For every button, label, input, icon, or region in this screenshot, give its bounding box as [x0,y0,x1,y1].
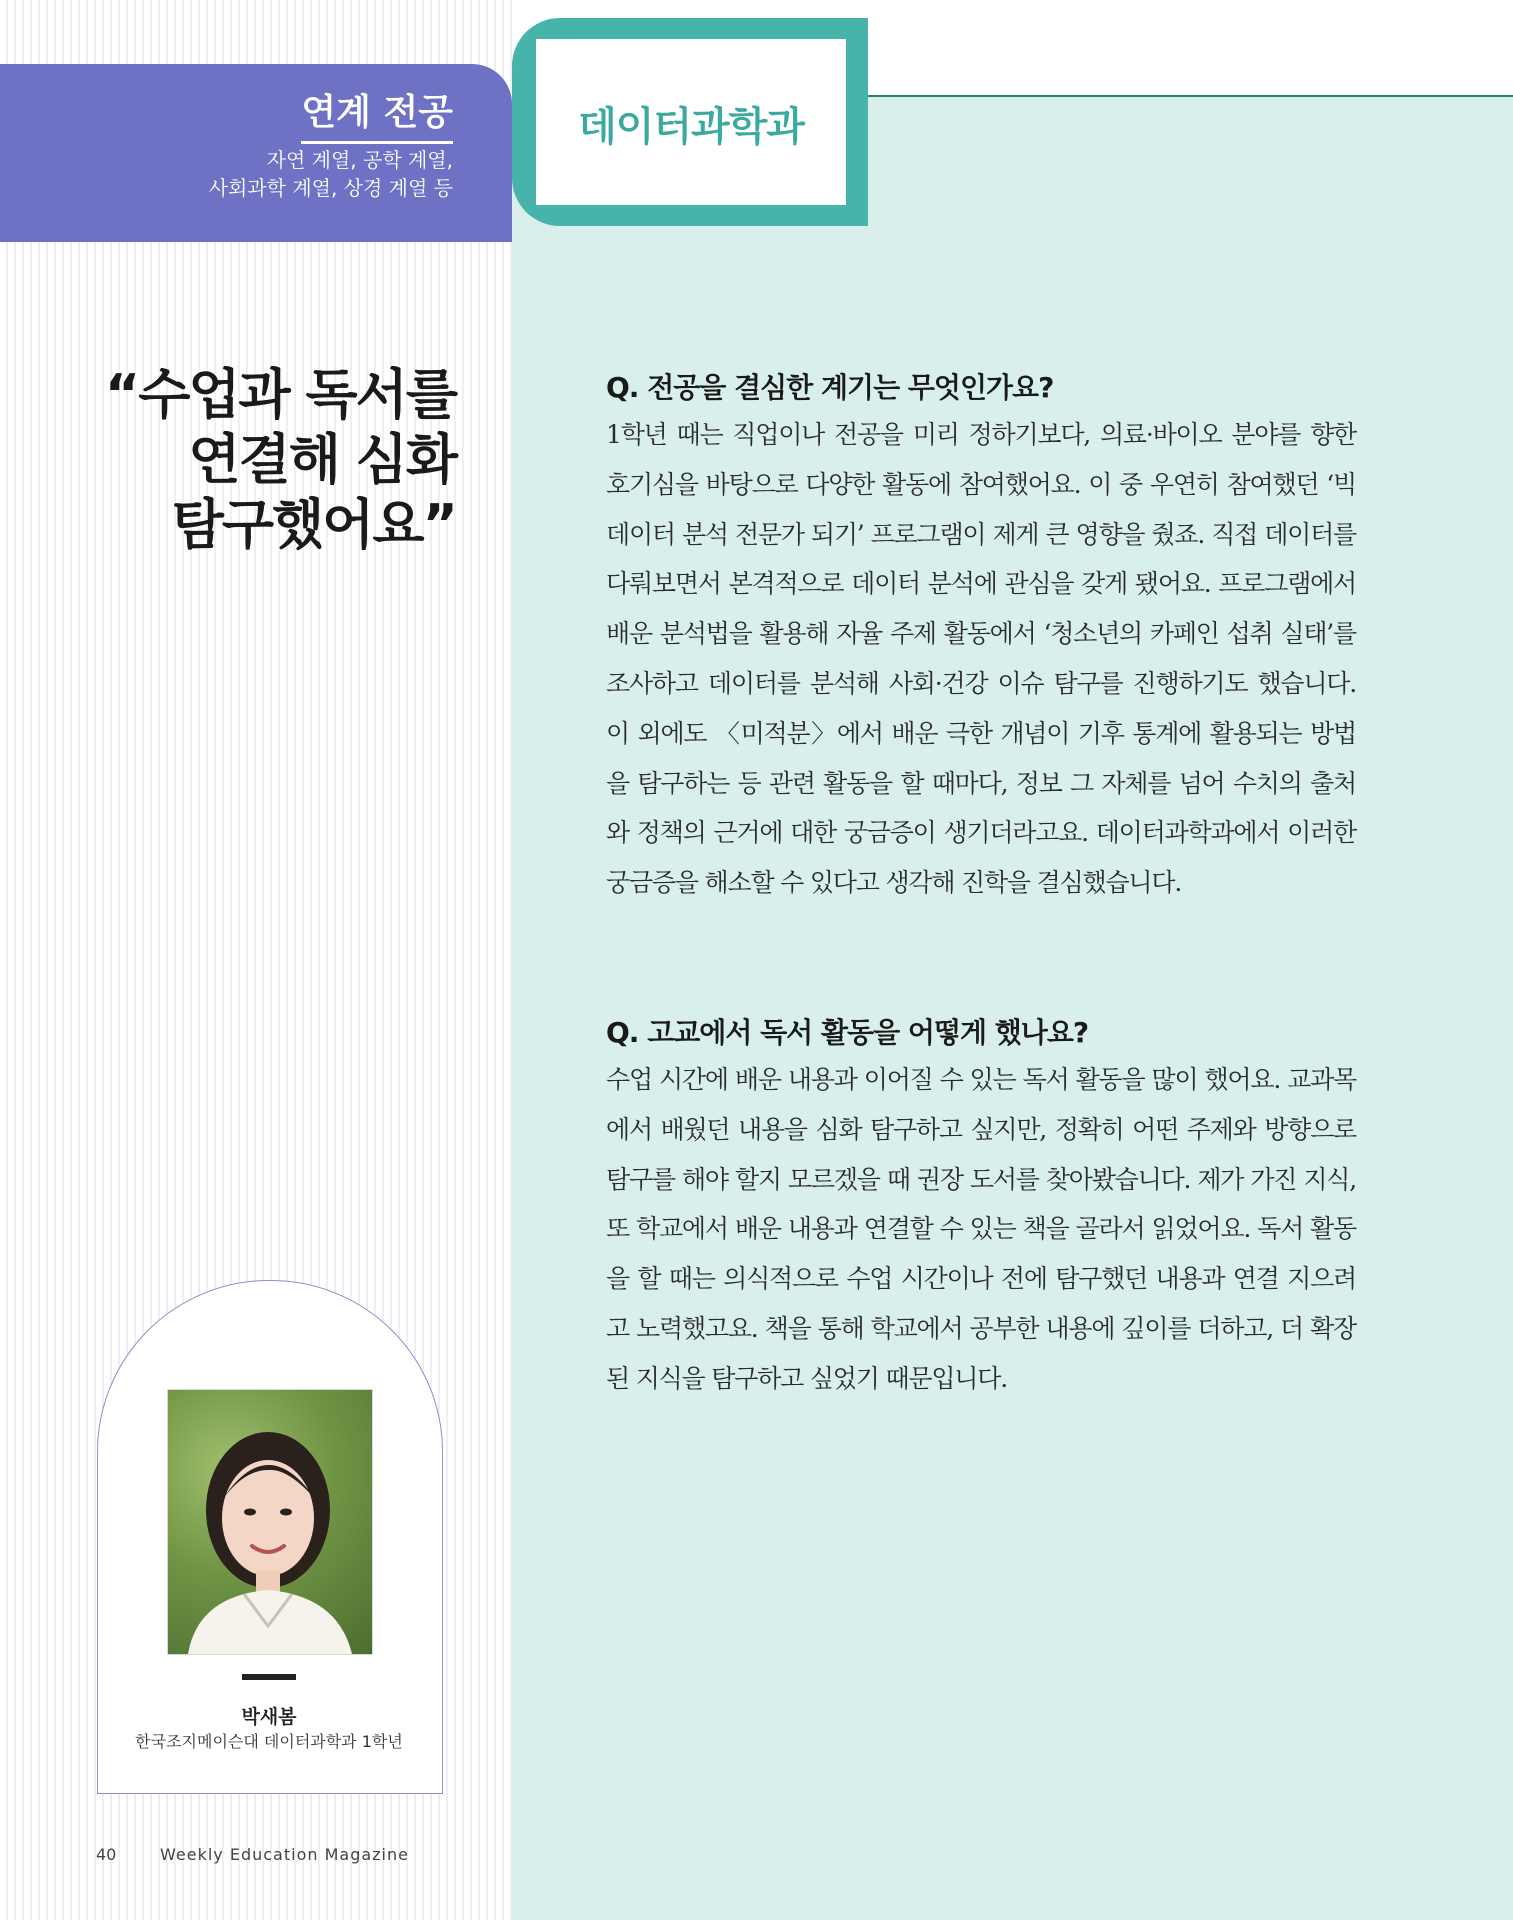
headline-quote-line2: 연결해 심화 [188,428,456,491]
qa-block-2 [606,1015,1356,1404]
headline-quote-line3: 탐구했어요” [171,493,456,556]
qa-answer-2: 수업 시간에 배운 내용과 이어질 수 있는 독서 활동을 많이 했어요. 교과목에서 배웠던 내용을 심화 탐구하고 싶지만, 정확히 어떤 주제와 방향으로 탐구를 해야 할지 모르겠을 때 권장 도서를 찾아봤습니다. 제가 가진 지식, 또 학교에서 배운 내용과 연결할 수 있는 책을 골라서 읽었어요. 독서 활동을 할 때는 의식적으로 수업 시간이나 전에 탐구했던 내용과 연결 지으려고 노력했고요. 책을 통해 학교에서 공부한 내용에 깊이를 더하고, 더 확장된 지식을 탐구하고 싶었기 때문입니다. [606,1065,1356,1393]
department-tab-label-box [536,39,846,205]
profile-divider-bar [242,1674,296,1680]
department-name: 데이터과학과 [578,104,804,150]
related-major-fields-line2: 사회과학 계열, 상경 계열 등 [208,176,453,200]
qa-answer-1: 1학년 때는 직업이나 전공을 미리 정하기보다, 의료·바이오 분야를 향한 호기심을 바탕으로 다양한 활동에 참여했어요. 이 중 우연히 참여했던 ‘빅데이터 분석 전문가 되기’ 프로그램이 제게 큰 영향을 줬죠. 직접 데이터를 다뤄보면서 본격적으로 데이터 분석에 관심을 갖게 됐어요. 프로그램에서 배운 분석법을 활용해 자율 주제 활동에서 ‘청소년의 카페인 섭취 실태’를 조사하고 데이터를 분석해 사회·건강 이슈 탐구를 진행하기도 했습니다. 이 외에도 〈미적분〉에서 배운 극한 개념이 기후 통계에 활용되는 방법을 탐구하는 등 관련 활동을 할 때마다, 정보 그 자체를 넘어 수치의 출처와 정책의 근거에 대한 궁금증이 생기더라고요. 데이터과학과에서 이러한 궁금증을 해소할 수 있다고 생각해 진학을 결심했습니다. [606,420,1356,898]
headline-quote [36,362,456,557]
headline-quote-line1: “수업과 독서를 [104,363,456,426]
qa-question-1: Q. 전공을 결심한 계기는 무엇인가요? [606,371,1054,404]
related-major-fields [93,146,453,202]
profile-affiliation: 한국조지메이슨대 데이터과학과 1학년 [135,1732,403,1751]
page-number: 40 [96,1845,117,1864]
portrait-illustration [168,1390,372,1654]
magazine-name: Weekly Education Magazine [160,1845,409,1864]
qa-question-2: Q. 고교에서 독서 활동을 어떻게 했나요? [606,1016,1089,1049]
profile-name: 박새봄 [241,1706,297,1728]
related-major-box [0,64,512,242]
related-major-title: 연계 전공 [301,84,453,144]
top-rule-divider [868,95,1513,97]
related-major-fields-line1: 자연 계열, 공학 계열, [266,148,453,172]
qa-block-1 [606,370,1356,908]
profile-photo [167,1389,373,1655]
